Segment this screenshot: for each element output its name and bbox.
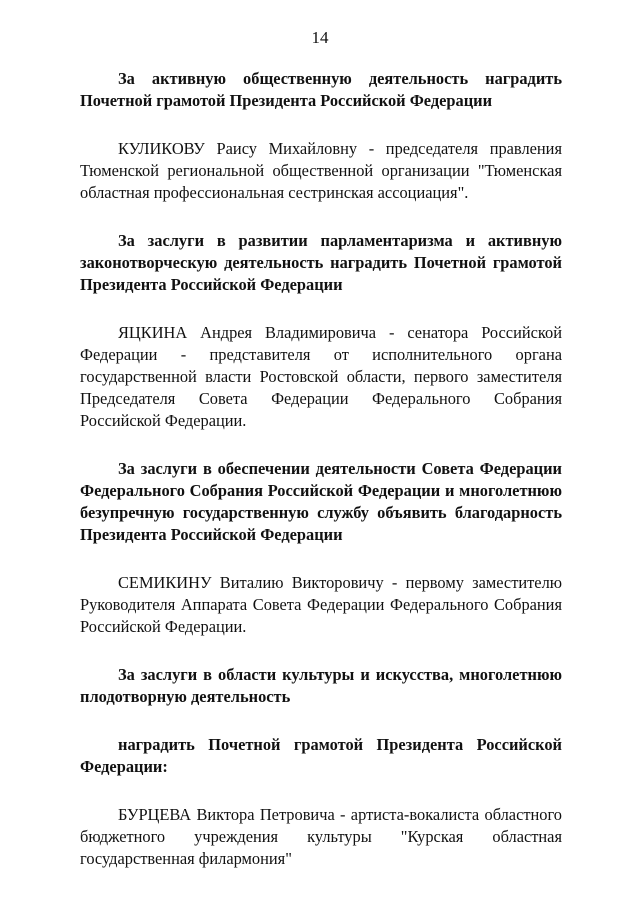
award-recipient-2: ЯЦКИНА Андрея Владимировича - сенатора Российской Федерации - представителя от исполнительного органа государственной власти Ростовской области, первого заместителя Председателя Совета Федерации Федерального Собрания Российской Федерации. xyxy=(80,323,562,430)
award-heading-3: За заслуги в обеспечении деятельности Совета Федерации Федерального Собрания Российской Федерации и многолетнюю безупречную государственную службу объявить благодарность Президента Российской Федерации xyxy=(80,459,562,544)
page-number: 14 xyxy=(311,28,329,47)
award-heading-1: За активную общественную деятельность наградить Почетной грамотой Президента Российской Федерации xyxy=(80,69,562,110)
document-body xyxy=(80,68,562,870)
award-recipient-1: КУЛИКОВУ Раису Михайловну - председателя правления Тюменской региональной общественной организации "Тюменская областная профессиональная сестринская ассоциация". xyxy=(80,139,562,202)
award-recipient-4: БУРЦЕВА Виктора Петровича - артиста-вокалиста областного бюджетного учреждения культуры "Курская областная государственная филармония" xyxy=(80,805,562,868)
award-heading-2: За заслуги в развитии парламентаризма и активную законотворческую деятельность наградить Почетной грамотой Президента Российской Федерации xyxy=(80,231,562,294)
award-heading-4: За заслуги в области культуры и искусства, многолетнюю плодотворную деятельность xyxy=(80,665,562,706)
award-recipient-3: СЕМИКИНУ Виталию Викторовичу - первому заместителю Руководителя Аппарата Совета Федерации Федерального Собрания Российской Федерации. xyxy=(80,573,562,636)
award-heading-4-action: наградить Почетной грамотой Президента Российской Федерации: xyxy=(80,735,562,776)
